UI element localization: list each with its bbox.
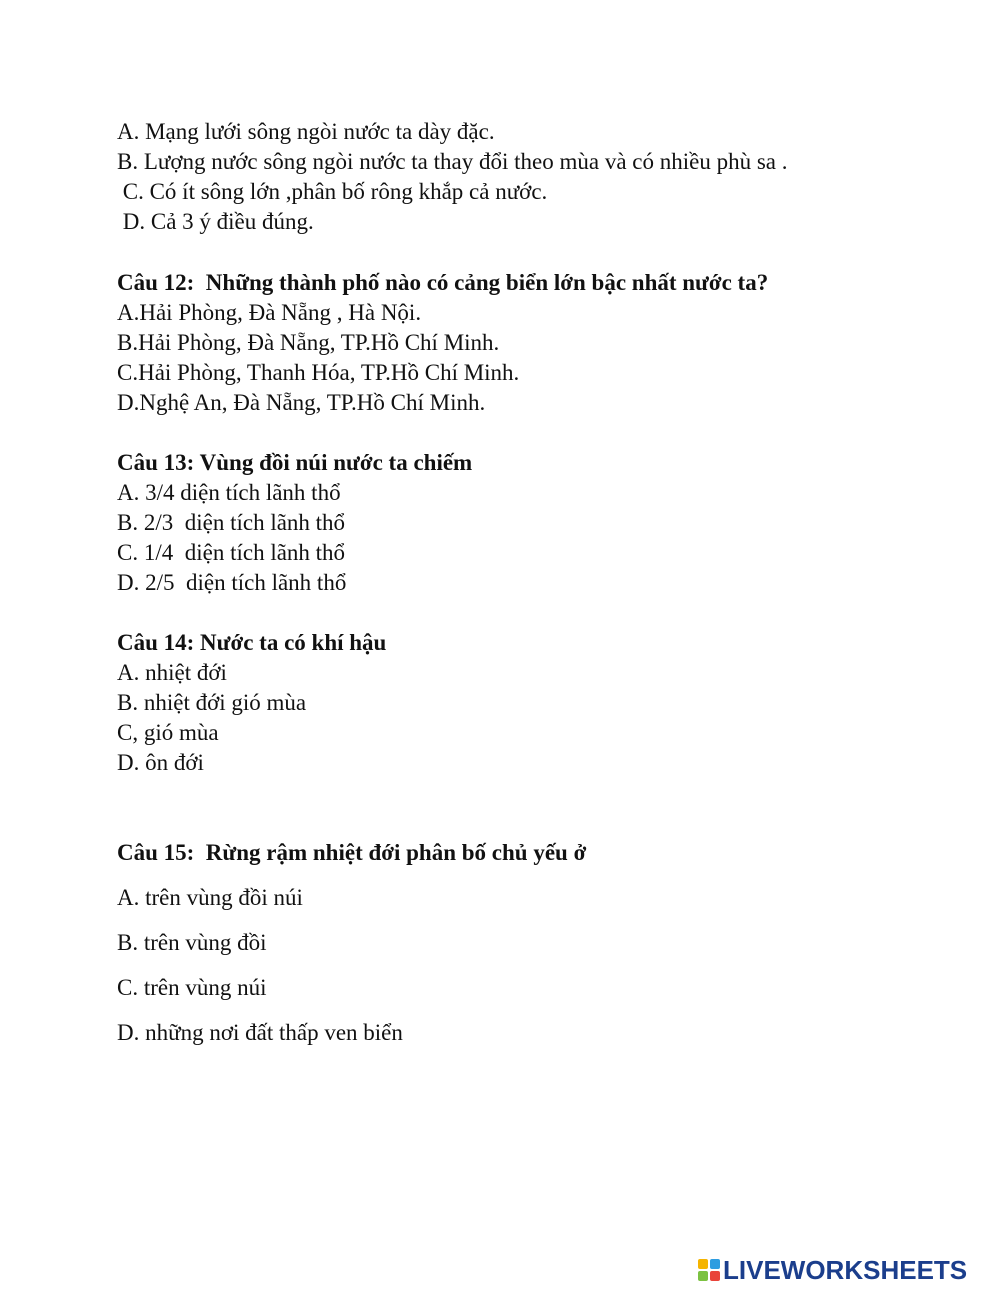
question-13-option-b: B. 2/3 diện tích lãnh thổ (117, 510, 346, 535)
option-a: A. Mạng lưới sông ngòi nước ta dày đặc. (117, 119, 495, 144)
question-14-option-d: D. ôn đới (117, 750, 204, 775)
question-12-option-c: C.Hải Phòng, Thanh Hóa, TP.Hồ Chí Minh. (117, 360, 520, 385)
question-12-option-d: D.Nghệ An, Đà Nẵng, TP.Hồ Chí Minh. (117, 390, 486, 415)
question-12-option-a: A.Hải Phòng, Đà Nẵng , Hà Nội. (117, 300, 422, 325)
question-15-title: Câu 15: Rừng rậm nhiệt đới phân bố chủ yếu ở (117, 840, 587, 865)
logo-square-2 (710, 1259, 720, 1269)
question-14-option-b: B. nhiệt đới gió mùa (117, 690, 307, 715)
question-15-option-b: B. trên vùng đồi (117, 930, 267, 955)
question-14-option-a: A. nhiệt đới (117, 660, 227, 685)
question-13-option-a: A. 3/4 diện tích lãnh thổ (117, 480, 341, 505)
liveworksheets-logo-icon (698, 1259, 720, 1281)
question-12-title: Câu 12: Những thành phố nào có cảng biển lớn bậc nhất nước ta? (117, 270, 769, 295)
logo-square-3 (698, 1271, 708, 1281)
question-13-option-c: C. 1/4 diện tích lãnh thổ (117, 540, 346, 565)
logo-square-1 (698, 1259, 708, 1269)
question-15-option-c: C. trên vùng núi (117, 975, 267, 1000)
question-13-option-d: D. 2/5 diện tích lãnh thổ (117, 570, 347, 595)
question-14-option-c: C, gió mùa (117, 720, 219, 745)
option-c: C. Có ít sông lớn ,phân bố rông khắp cả nước. (117, 179, 548, 204)
option-b: B. Lượng nước sông ngòi nước ta thay đổi theo mùa và có nhiều phù sa . (117, 149, 788, 174)
question-12-option-b: B.Hải Phòng, Đà Nẵng, TP.Hồ Chí Minh. (117, 330, 500, 355)
question-15-option-d: D. những nơi đất thấp ven biển (117, 1020, 403, 1045)
question-15-option-a: A. trên vùng đồi núi (117, 885, 303, 910)
logo-square-4 (710, 1271, 720, 1281)
question-14-title: Câu 14: Nước ta có khí hậu (117, 630, 387, 655)
liveworksheets-brand (698, 1254, 968, 1285)
option-d: D. Cả 3 ý điều đúng. (117, 209, 314, 234)
brand-name: LIVEWORKSHEETS (723, 1254, 968, 1285)
question-13-title: Câu 13: Vùng đồi núi nước ta chiếm (117, 450, 473, 475)
